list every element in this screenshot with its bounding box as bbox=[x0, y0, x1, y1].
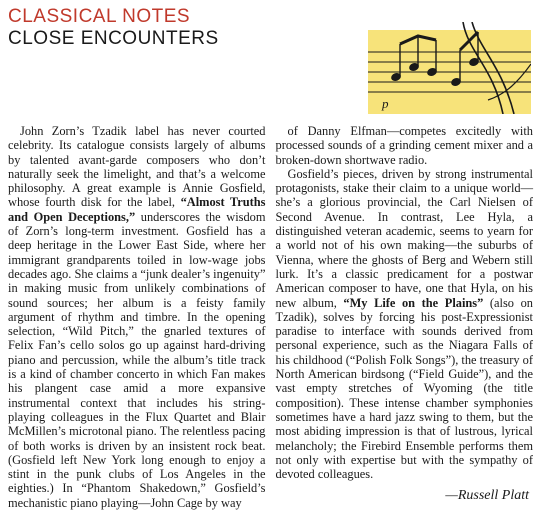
dynamic-marking: p bbox=[382, 96, 389, 111]
right-paragraph-2: Gosfield’s pieces, driven by strong instrumental protagonists, stake their claim to a unique world—she’s a glorious provincial, the Carl Nielsen of Second Avenue. In contrast, Lee Hyla, a distinguished veteran academic, seems to yearn for a world not of his own making—the suburbs of Vienna, where the ghosts of Berg and Webern still lurk. It’s a classic predicament for a postwar American composer to have, one that Hyla, on his new album, “My Life on the Plains” (also on Tzadik), solves by forcing his post-Expressionist paradise to interface with sounds derived from personal experience, such as the Niagara Falls of his childhood (“Polish Folk Songs”), the treasury of North American birdsong (“Field Guide”), and the vast empty stretches of Wyoming (the title composition). These intense chamber symphonies sometimes have a hard jazz swing to them, but the most abiding impression is that of lustrous, lyrical melancholy; the Firebird Ensemble performs them not only with expertise but with the sympathy of devoted colleagues. bbox=[275, 166, 533, 482]
article-column-left bbox=[8, 124, 266, 510]
left-paragraph-1: John Zorn’s Tzadik label has never courted celebrity. Its catalogue consists largely of albums by talented avant-garde composers who don’t naturally seek the limelight, and that’s a welcome philosophy. A great example is Annie Gosfield, whose fourth disk for the label, “Almost Truths and Open Deceptions,” underscores the wisdom of Zorn’s long-term investment. Gosfield has a deep heritage in the Lower East Side, where her immigrant grandparents toiled in low-wage jobs decades ago. She claims a “junk dealer’s ingenuity” in making music from unlikely combinations of sound sources; her album is a feisty family argument of rhythm and timbre. In the opening selection, “Wild Pitch,” the gnarled textures of Felix Fan’s cello solos go up against hard-driving piano and percussion, while the album’s title track is a kind of chamber concerto in which Fan makes his plangent case amid a more expansive instrumental context that includes his string-playing colleagues in the Flux Quartet and Blair McMillen’s microtonal piano. The relentless pacing of both works is driven by an insistent rock beat. (Gosfield left New York long enough to enjoy a stint in the punk clubs of Los Angeles in the eighties.) In “Phantom Shakedown,” Gosfield’s mechanistic piano playing—John Cage by way bbox=[8, 124, 266, 510]
album-title: “My Life on the Plains” bbox=[343, 295, 484, 310]
article-column-right bbox=[276, 124, 534, 510]
article-header bbox=[8, 6, 219, 49]
article-title: CLOSE ENCOUNTERS bbox=[8, 28, 219, 49]
right-column-paragraphs bbox=[276, 124, 534, 481]
music-staff-illustration bbox=[368, 22, 531, 114]
right-paragraph-1: of Danny Elfman—competes excitedly with processed sounds of a grinding cement mixer and a broken-down shortwave radio. bbox=[275, 124, 533, 167]
article-body bbox=[8, 124, 533, 510]
section-title: CLASSICAL NOTES bbox=[8, 6, 191, 27]
music-illustration-svg bbox=[368, 22, 531, 114]
byline: —Russell Platt bbox=[445, 488, 529, 504]
album-title: “Almost Truths and Open Deceptions,” bbox=[8, 195, 266, 224]
